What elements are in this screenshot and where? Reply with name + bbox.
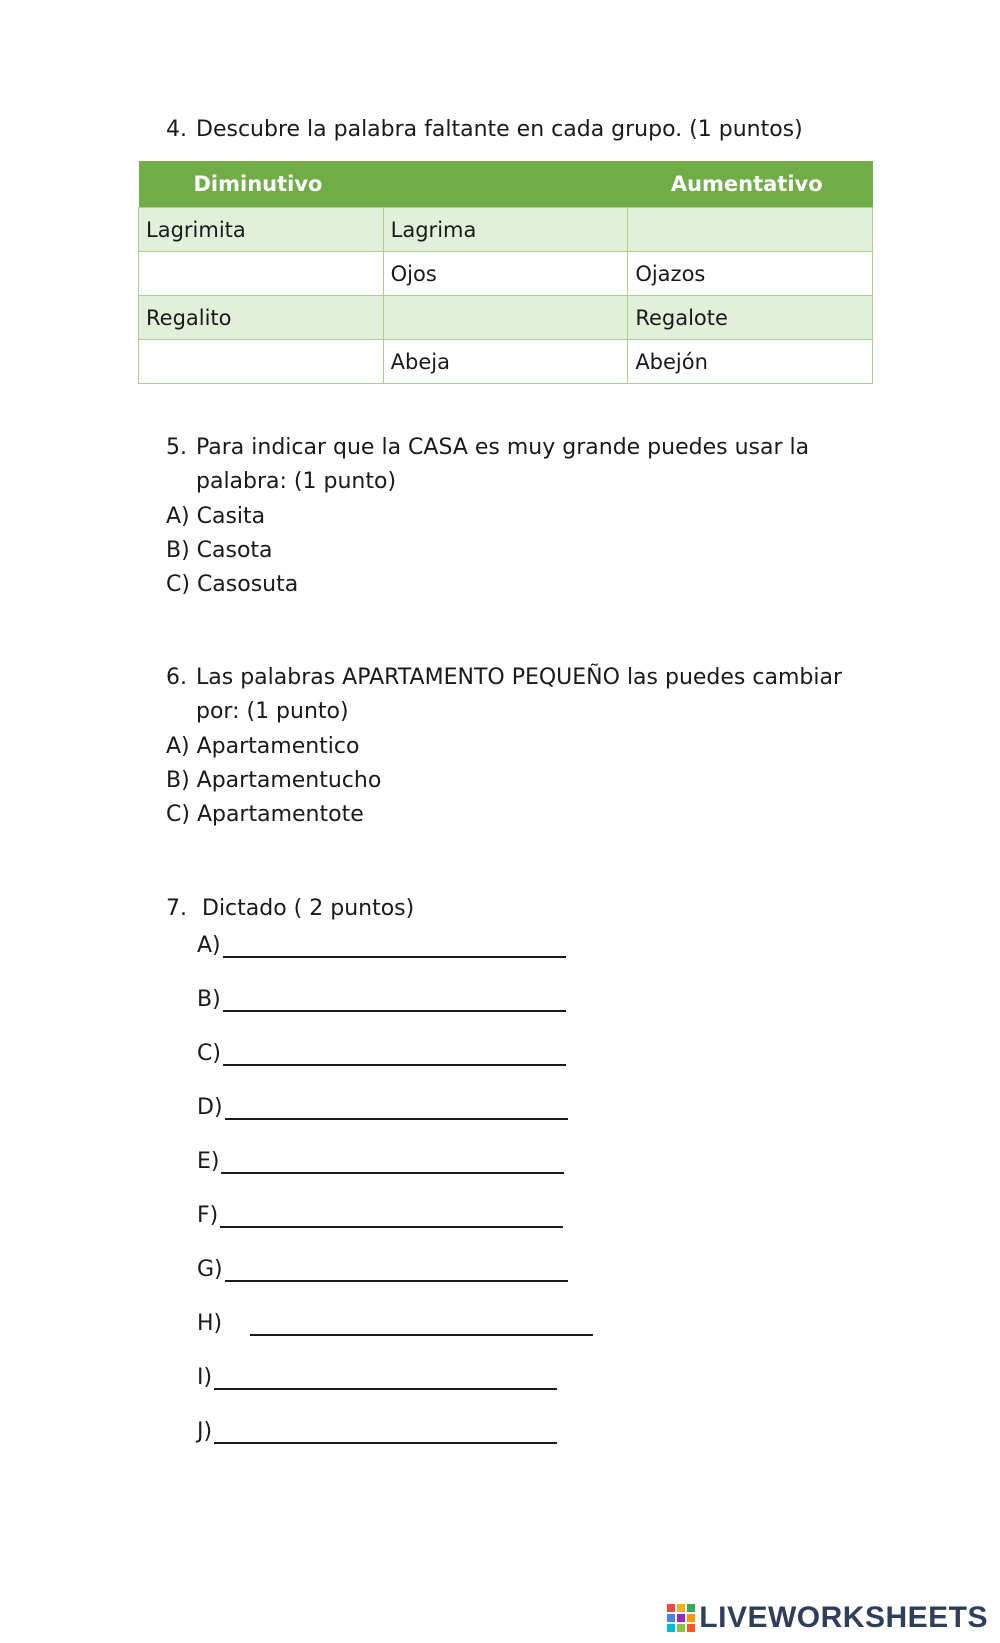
- dictation-label: F): [197, 1203, 219, 1228]
- q4-text: Descubre la palabra faltante en cada grupo. (1 puntos): [196, 117, 803, 142]
- q4-table: [138, 161, 873, 384]
- q6-option-b[interactable]: B) Apartamentucho: [166, 768, 382, 793]
- q5-prompt: [166, 431, 809, 499]
- dictation-line-g: [197, 1252, 568, 1282]
- q7-number: 7.: [166, 896, 187, 921]
- q4-number: 4.: [166, 117, 187, 142]
- q4-prompt: [166, 113, 803, 147]
- table-header-row: [139, 161, 873, 208]
- dictation-label: A): [197, 933, 221, 958]
- q6-number: 6.: [166, 665, 187, 690]
- q5-option-c[interactable]: C) Casosuta: [166, 572, 299, 597]
- dictation-blank[interactable]: [223, 934, 566, 958]
- table-cell: Ojos: [383, 252, 628, 296]
- table-cell: Abeja: [383, 340, 628, 384]
- liveworksheets-logo: [667, 1601, 988, 1635]
- dictation-blank[interactable]: [223, 1042, 566, 1066]
- table-row: [139, 340, 873, 384]
- dictation-label: I): [197, 1365, 213, 1390]
- dictation-line-e: [197, 1144, 564, 1174]
- table-cell: Abejón: [628, 340, 873, 384]
- table-row: [139, 208, 873, 252]
- table-cell-answer[interactable]: [628, 208, 873, 252]
- q7-prompt: [166, 892, 414, 926]
- table-cell: Regalito: [139, 296, 384, 340]
- dictation-label: B): [197, 987, 221, 1012]
- dictation-line-d: [197, 1090, 568, 1120]
- q5-line2: palabra: (1 punto): [196, 469, 397, 494]
- q5-line1: Para indicar que la CASA es muy grande puedes usar la: [196, 435, 810, 460]
- dictation-blank[interactable]: [225, 1096, 568, 1120]
- header-diminutivo: Diminutivo: [139, 161, 384, 208]
- q6-prompt: [166, 661, 842, 729]
- table-row: [139, 296, 873, 340]
- q6-line1: Las palabras APARTAMENTO PEQUEÑO las puedes cambiar: [196, 665, 843, 690]
- q6-option-c[interactable]: C) Apartamentote: [166, 802, 364, 827]
- table-cell-answer[interactable]: [383, 296, 628, 340]
- dictation-label: H): [197, 1311, 223, 1336]
- dictation-label: J): [197, 1419, 213, 1444]
- dictation-blank[interactable]: [220, 1204, 563, 1228]
- header-aumentativo: Aumentativo: [628, 161, 873, 208]
- dictation-line-a: [197, 928, 566, 958]
- dictation-line-j: [197, 1414, 557, 1444]
- q6-line2: por: (1 punto): [196, 699, 349, 724]
- dictation-label: E): [197, 1149, 220, 1174]
- table-row: [139, 252, 873, 296]
- dictation-blank[interactable]: [214, 1420, 557, 1444]
- dictation-label: D): [197, 1095, 223, 1120]
- table-cell: Ojazos: [628, 252, 873, 296]
- header-blank: [383, 161, 628, 208]
- q5-option-b[interactable]: B) Casota: [166, 538, 273, 563]
- dictation-label: G): [197, 1257, 223, 1282]
- table-cell: Regalote: [628, 296, 873, 340]
- dictation-line-b: [197, 982, 566, 1012]
- dictation-line-c: [197, 1036, 566, 1066]
- logo-mark-icon: [667, 1604, 695, 1632]
- dictation-blank[interactable]: [225, 1258, 568, 1282]
- table-cell-answer[interactable]: [139, 252, 384, 296]
- dictation-blank[interactable]: [250, 1312, 593, 1336]
- dictation-blank[interactable]: [214, 1366, 557, 1390]
- dictation-blank[interactable]: [223, 988, 566, 1012]
- table-cell-answer[interactable]: [139, 340, 384, 384]
- table-cell: Lagrimita: [139, 208, 384, 252]
- table-cell: Lagrima: [383, 208, 628, 252]
- q6-option-a[interactable]: A) Apartamentico: [166, 734, 360, 759]
- logo-text: LIVEWORKSHEETS: [699, 1601, 988, 1634]
- dictation-line-h: [197, 1306, 593, 1336]
- dictation-line-i: [197, 1360, 557, 1390]
- dictation-blank[interactable]: [221, 1150, 564, 1174]
- q7-text: Dictado ( 2 puntos): [202, 896, 415, 921]
- q5-number: 5.: [166, 435, 187, 460]
- dictation-line-f: [197, 1198, 563, 1228]
- dictation-label: C): [197, 1041, 221, 1066]
- q5-option-a[interactable]: A) Casita: [166, 504, 266, 529]
